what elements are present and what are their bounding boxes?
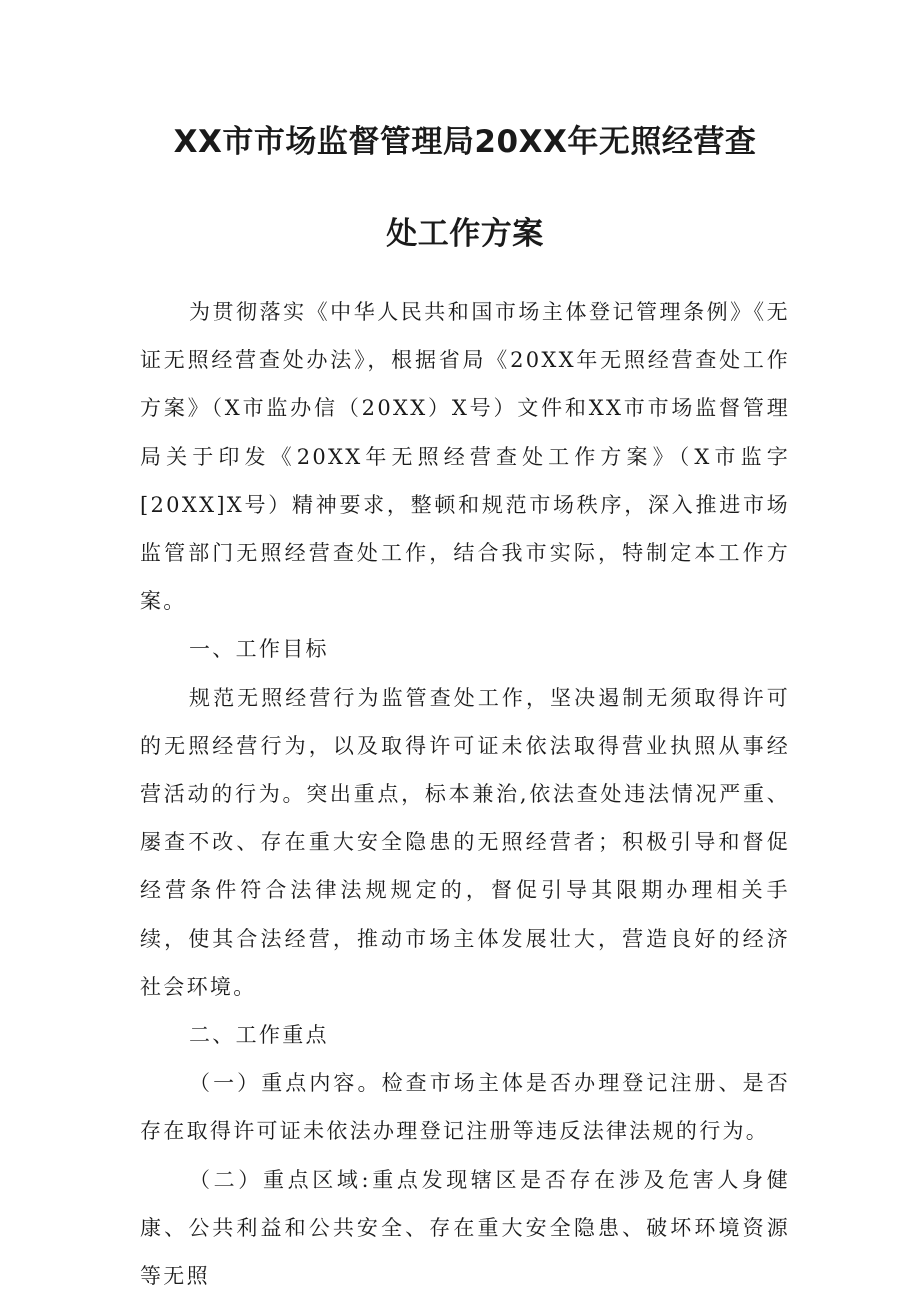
- focus-area-paragraph: （二）重点区域:重点发现辖区是否存在涉及危害人身健康、公共利益和公共安全、存在重大安全隐患、破坏环境资源等无照: [140, 1167, 790, 1289]
- intro-paragraph: 为贯彻落实《中华人民共和国市场主体登记管理条例》《无证无照经营查处办法》，根据省局《20XX年无照经营查处工作方案》（X市监办信（20XX）X号）文件和XX市市场监督管理局关于印发《20XX年无照经营查处工作方案》（X市监字[20XX]X号）精神要求，整顿和规范市场秩序，深入推进市场监管部门无照经营查处工作，结合我市实际，特制定本工作方案。: [140, 300, 790, 614]
- document-title-line-1: XX市市场监督管理局20XX年无照经营查: [173, 124, 757, 160]
- goals-paragraph: 规范无照经营行为监管查处工作，坚决遏制无须取得许可的无照经营行为，以及取得许可证未依法取得营业执照从事经营活动的行为。突出重点，标本兼治,依法查处违法情况严重、屡查不改、存在重大安全隐患的无照经营者；积极引导和督促经营条件符合法律法规规定的，督促引导其限期办理相关手续，使其合法经营，推动市场主体发展壮大，营造良好的经济社会环境。: [140, 685, 790, 999]
- document-body: [140, 288, 790, 1300]
- document-title-line-2: 处工作方案: [386, 216, 544, 252]
- section-heading-goals: 一、工作目标: [189, 637, 329, 662]
- focus-content-paragraph: （一）重点内容。检查市场主体是否办理登记注册、是否存在取得许可证未依法办理登记注册等违反法律法规的行为。: [140, 1071, 790, 1144]
- section-heading-focus: 二、工作重点: [189, 1023, 329, 1048]
